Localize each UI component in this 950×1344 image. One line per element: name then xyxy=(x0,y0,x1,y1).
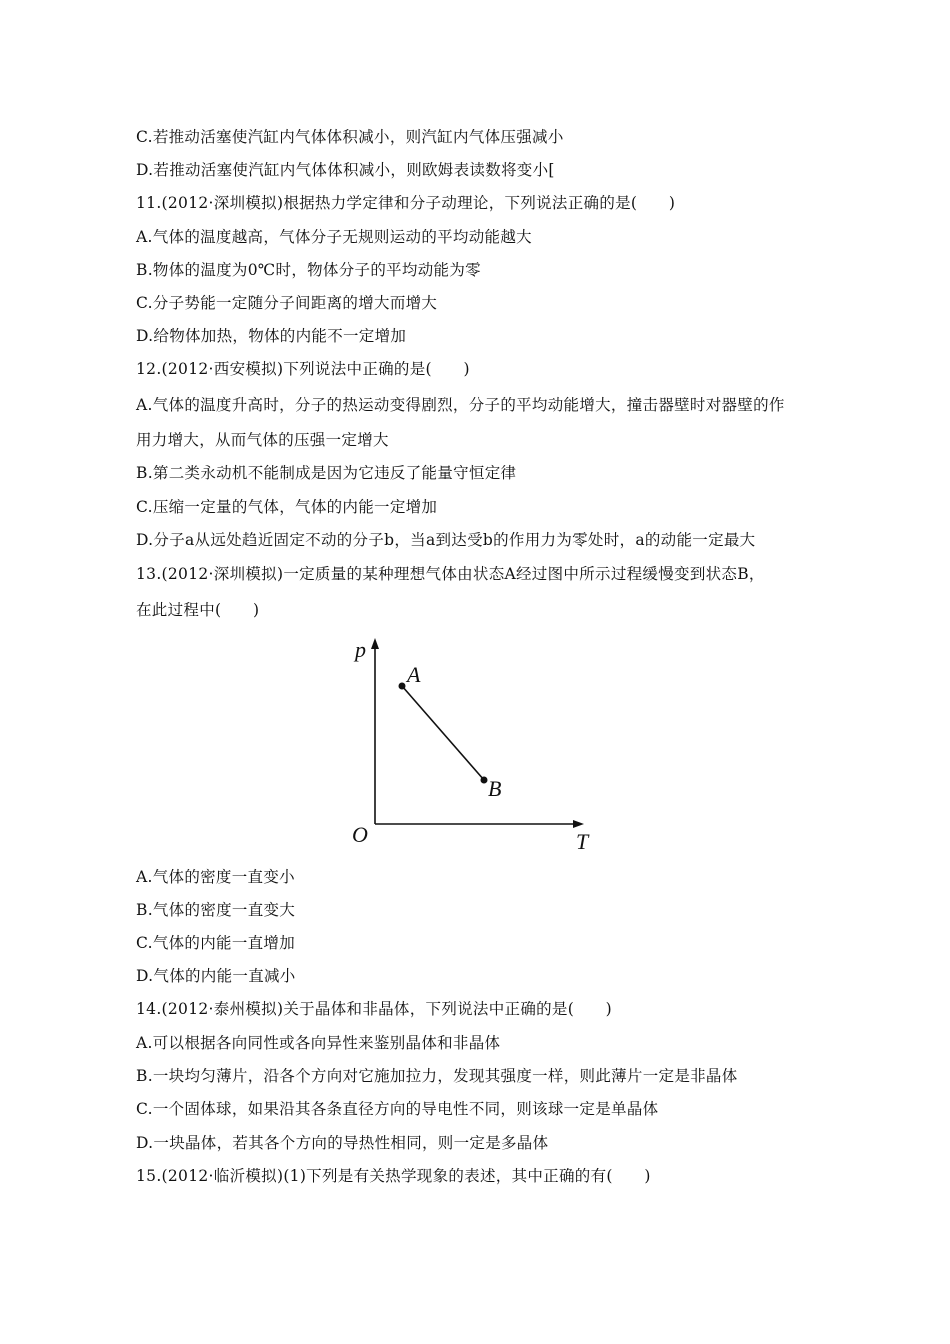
point-b-label: B xyxy=(488,776,502,801)
option-12a-continued: 用力增大，从而气体的压强一定增大 xyxy=(136,431,389,449)
point-a-label: A xyxy=(407,662,421,687)
option-12b: B.第二类永动机不能制成是因为它违反了能量守恒定律 xyxy=(136,464,517,482)
p-t-diagram xyxy=(340,632,600,857)
option-13d: D.气体的内能一直减小 xyxy=(136,967,296,985)
option-11d: D.给物体加热，物体的内能不一定增加 xyxy=(136,327,407,345)
point-a xyxy=(399,683,406,690)
question-12-stem: 12.(2012·西安模拟)下列说法中正确的是( ) xyxy=(136,360,470,378)
option-10d: D.若推动活塞使汽缸内气体体积减小，则欧姆表读数将变小[ xyxy=(136,161,555,179)
option-10c: C.若推动活塞使汽缸内气体体积减小，则汽缸内气体压强减小 xyxy=(136,128,564,146)
option-13a: A.气体的密度一直变小 xyxy=(136,868,295,886)
option-12a: A.气体的温度升高时，分子的热运动变得剧烈，分子的平均动能增大，撞击器壁时对器壁的作 xyxy=(136,396,785,414)
question-11-stem: 11.(2012·深圳模拟)根据热力学定律和分子动理论，下列说法正确的是( ) xyxy=(136,194,676,212)
question-15-stem: 15.(2012·临沂模拟)(1)下列是有关热学现象的表述，其中正确的有( ) xyxy=(136,1167,651,1185)
option-12c: C.压缩一定量的气体，气体的内能一定增加 xyxy=(136,498,438,516)
y-axis-arrow xyxy=(371,638,379,649)
option-14c: C.一个固体球，如果沿其各条直径方向的导电性不同，则该球一定是单晶体 xyxy=(136,1100,659,1118)
option-14a: A.可以根据各向同性或各向异性来鉴别晶体和非晶体 xyxy=(136,1034,501,1052)
x-axis-arrow xyxy=(573,820,584,828)
question-13-stem-continued: 在此过程中( ) xyxy=(136,601,260,619)
option-14d: D.一块晶体，若其各个方向的导热性相同，则一定是多晶体 xyxy=(136,1134,549,1152)
option-13c: C.气体的内能一直增加 xyxy=(136,934,296,952)
option-11c: C.分子势能一定随分子间距离的增大而增大 xyxy=(136,294,438,312)
option-14b: B.一块均匀薄片，沿各个方向对它施加拉力，发现其强度一样，则此薄片一定是非晶体 xyxy=(136,1067,738,1085)
option-11b: B.物体的温度为0℃时，物体分子的平均动能为零 xyxy=(136,261,481,279)
process-line-a-to-b xyxy=(402,686,484,780)
question-13-stem: 13.(2012·深圳模拟)一定质量的某种理想气体由状态A经过图中所示过程缓慢变到状态B， xyxy=(136,565,765,583)
question-14-stem: 14.(2012·泰州模拟)关于晶体和非晶体，下列说法中正确的是( ) xyxy=(136,1000,613,1018)
option-12d: D.分子a从远处趋近固定不动的分子b，当a到达受b的作用力为零处时，a的动能一定最大 xyxy=(136,531,756,549)
point-b xyxy=(481,777,488,784)
x-axis-label: T xyxy=(576,829,589,854)
option-13b: B.气体的密度一直变大 xyxy=(136,901,296,919)
option-11a: A.气体的温度越高，气体分子无规则运动的平均动能越大 xyxy=(136,228,532,246)
origin-label: O xyxy=(352,822,368,847)
y-axis-label: p xyxy=(355,637,366,662)
